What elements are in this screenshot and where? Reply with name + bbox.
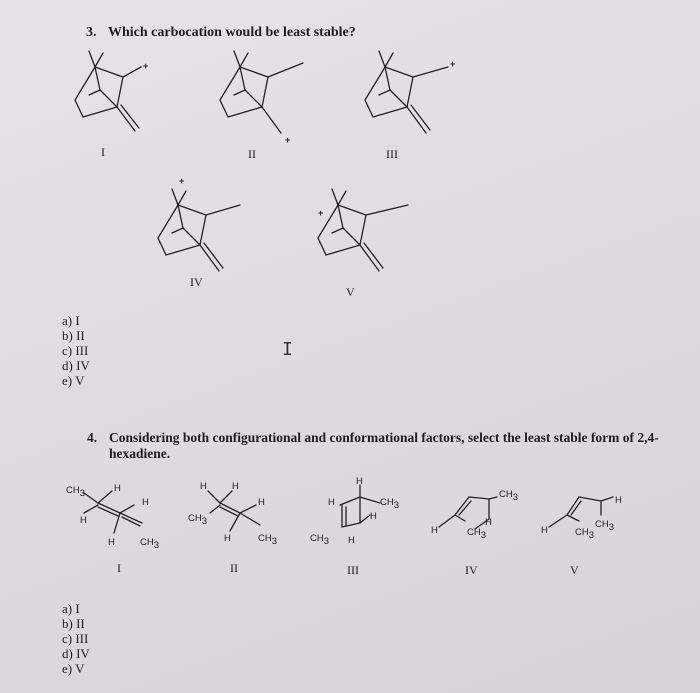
diene-structure-2 <box>180 475 290 555</box>
q4-choice-e[interactable]: e) V <box>62 661 85 676</box>
methyl-label: CH3 <box>188 513 208 527</box>
q4-choice-d[interactable]: d) IV <box>62 646 90 661</box>
cation-charge: + <box>179 176 185 186</box>
cation-charge: + <box>143 61 149 71</box>
hydrogen-label: H <box>485 517 492 528</box>
carbocation-structure-1 <box>55 45 165 135</box>
question-3-number: 3. <box>86 25 97 40</box>
hydrogen-label: H <box>224 533 231 544</box>
q3-label-4: IV <box>190 275 203 289</box>
hydrogen-label: H <box>328 497 335 508</box>
q3-choice-e[interactable]: e) V <box>62 373 85 388</box>
methyl-label: CH3 <box>380 497 400 511</box>
question-3-choices <box>62 313 90 388</box>
hydrogen-label: H <box>80 515 87 526</box>
q3-label-1: I <box>101 145 105 159</box>
hydrogen-label: H <box>114 483 121 494</box>
carbocation-structure-2 <box>205 45 315 145</box>
q4-label-4: IV <box>465 563 478 577</box>
carbocation-structure-5 <box>310 170 420 275</box>
hydrogen-label: H <box>200 481 207 492</box>
carbocation-structure-3 <box>350 45 470 140</box>
cation-charge: + <box>318 208 324 218</box>
hydrogen-label: H <box>356 476 363 487</box>
question-4-title <box>87 430 700 462</box>
hydrogen-label: H <box>431 525 438 536</box>
q3-label-3: III <box>386 147 398 161</box>
q3-label-2: II <box>248 147 256 161</box>
q3-choice-d[interactable]: d) IV <box>62 358 90 373</box>
cation-charge: + <box>285 135 291 145</box>
hydrogen-label: H <box>258 497 265 508</box>
q4-label-2: II <box>230 561 238 575</box>
hydrogen-label: H <box>615 495 622 506</box>
q3-choice-c[interactable]: c) III <box>62 343 89 358</box>
q3-label-5: V <box>346 285 355 299</box>
methyl-label: CH3 <box>258 533 278 547</box>
question-4-number: 4. <box>87 430 98 445</box>
question-3-title <box>86 25 356 41</box>
q3-choice-a[interactable]: a) I <box>62 313 80 328</box>
diene-structure-3 <box>300 475 410 555</box>
q4-choice-a[interactable]: a) I <box>62 601 80 616</box>
q4-label-1: I <box>117 561 121 575</box>
hydrogen-label: H <box>370 511 377 522</box>
q4-choice-c[interactable]: c) III <box>62 631 89 646</box>
hydrogen-label: H <box>541 525 548 536</box>
hydrogen-label: H <box>348 535 355 546</box>
question-4-choices <box>62 601 90 676</box>
q3-choice-b[interactable]: b) II <box>62 328 85 343</box>
diene-structure-5 <box>535 475 645 555</box>
carbocation-structure-4 <box>150 170 260 275</box>
cation-charge: + <box>450 59 456 69</box>
methyl-label: CH3 <box>499 489 519 503</box>
methyl-label: CH3 <box>595 519 615 533</box>
q4-label-3: III <box>347 563 359 577</box>
hydrogen-label: H <box>108 537 115 548</box>
methyl-label: CH3 <box>66 485 86 499</box>
hydrogen-label: H <box>232 481 239 492</box>
question-3-text: Which carbocation would be least stable? <box>108 25 356 40</box>
diene-structure-1 <box>60 475 170 555</box>
question-4-text: Considering both configurational and conformational factors, select the least stable form of 2,4-hexadiene. <box>109 430 659 461</box>
methyl-label: CH3 <box>467 527 487 541</box>
text-cursor-icon: I <box>282 339 293 360</box>
methyl-label: CH3 <box>575 527 595 541</box>
hydrogen-label: H <box>142 497 149 508</box>
methyl-label: CH3 <box>310 533 330 547</box>
methyl-label: CH3 <box>140 537 160 551</box>
q4-choice-b[interactable]: b) II <box>62 616 85 631</box>
q4-label-5: V <box>570 563 579 577</box>
diene-structure-4 <box>425 475 540 555</box>
